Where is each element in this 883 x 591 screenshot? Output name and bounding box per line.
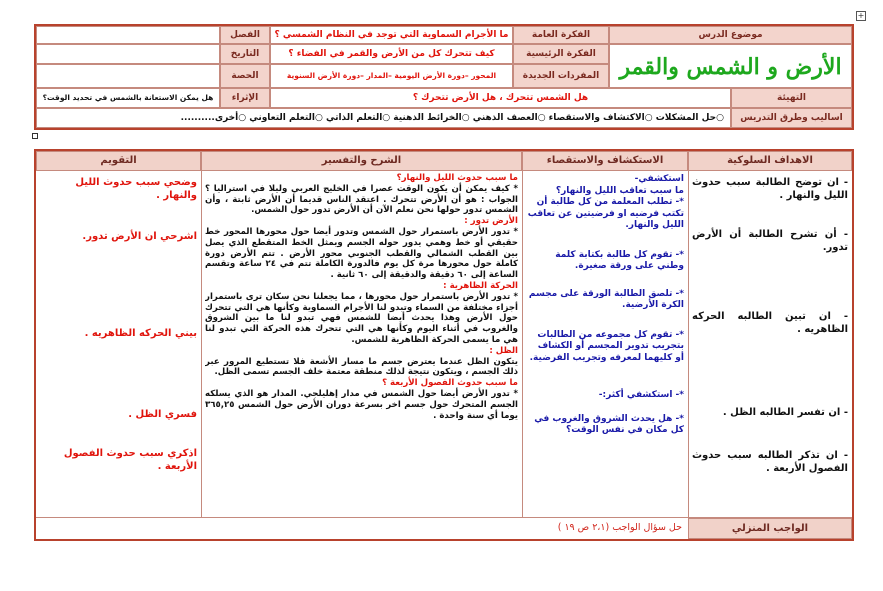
- objective-item: - ان توضح الطالبة سبب حدوث الليل والنهار .: [692, 177, 848, 201]
- exploration-item: استكشفي-: [634, 174, 684, 184]
- exploration-item: *- تقوم كل طالبة بكتابة كلمة وطني على ورقة صغيرة.: [555, 249, 684, 271]
- lesson-topic: الأرض و الشمس والقمر: [609, 44, 852, 88]
- methods: ○حل المشكلات ○الاكتشاف والاستقصاء ○العصف الذهني ○الخرائط الذهنية ○التعلم الذاتي ○التعلم التعاوني ○أخرى..........: [36, 108, 731, 128]
- exploration-item: *- هل يحدث الشروق والغروب في كل مكان في نفس الوقت؟: [534, 413, 684, 435]
- explanation-heading: الحركة الظاهرية :: [443, 280, 518, 291]
- objective-item: - أن تشرح الطالبة أن الأرض تدور.: [692, 229, 848, 253]
- col-divider: [522, 171, 523, 517]
- col-header-assessment: التقويم: [36, 151, 201, 171]
- exploration-item: *- تطلب المعلمة من كل طالبة أن تكتب فرضيه او فرضيتين عن تعاقب الليل والنهار.: [527, 197, 684, 230]
- col-header-objectives: الاهداف السلوكية: [688, 151, 852, 171]
- col-header-exploration: الاستكشاف والاستقصاء: [522, 151, 688, 171]
- exploration-column: [526, 174, 684, 514]
- homework: حل سؤال الواجب (٢،١ ص ١٩ ): [557, 522, 682, 533]
- explanation-paragraph: * تدور الأرض أيضا حول الشمس في مدار إهليلجي. المدار هو الذي يسلكه الجسم المتحرك حول جسم اخر بسرعة دوران الأرض حول الشمس ٣٦٥,٢٥ يوما أي سنة واحدة .: [205, 388, 518, 421]
- explanation-paragraph: يتكون الظل عندما يعترض جسم ما مسار الأشعة فلا تستطيع المرور عبر ذلك الجسم ، ويتكون نتيجة لذلك منطقة معتمة خلف الجسم تسمى الظل.: [205, 356, 518, 378]
- methods-label: اساليب وطرق التدريس: [731, 108, 852, 128]
- explanation-column: [205, 173, 518, 517]
- exploration-item: *- تلصق الطالبة الورقة على مجسم الكرة الأرضية.: [528, 288, 684, 310]
- explanation-paragraph: * كيف يمكن أن يكون الوقت عصرا في الخليج العربي وليلا في استراليا ؟ الجواب : هو أن الأرض تتحرك . اعتقد الناس قديما أن الأرض ثابتة ، وأن الشمس تدور حولها نحن نعلم الآن أن الأرض تدور حول الشمس.: [205, 183, 518, 216]
- col-divider: [688, 171, 689, 517]
- lesson-topic-label: موضوع الدرس: [609, 26, 852, 44]
- main-idea: كيف تتحرك كل من الأرض والقمر في الفضاء ؟: [270, 44, 513, 64]
- assessment-column: [40, 174, 197, 514]
- enrichment: هل يمكن الاستعانة بالشمس في تحديد الوقت؟: [36, 88, 220, 108]
- homework-label: الواجب المنزلي: [688, 518, 852, 539]
- general-idea: ما الأجرام السماوية التي توجد في النظام الشمسي ؟: [270, 26, 513, 44]
- explanation-heading: ما سبب حدوث الليل والنهار؟: [396, 173, 518, 183]
- semester-value[interactable]: [36, 26, 220, 44]
- objective-item: - ان تفسر الطالبه الظل .: [722, 407, 848, 418]
- warmup-label: التهيئة: [731, 88, 852, 108]
- assessment-item: اذكري سبب حدوث الفصول الأربعة .: [63, 448, 197, 472]
- explanation-heading: الأرض تدور :: [464, 216, 518, 227]
- objective-item: - ان تذكر الطالبه سبب حدوث الفصول الأربعة .: [692, 450, 848, 474]
- period-label: الحصة: [220, 64, 270, 88]
- col-divider: [201, 171, 202, 517]
- explanation-paragraph: * تدور الأرض باستمرار حول محورها ، مما يجعلنا نحن سكان ترى باستمرار أجزاء مختلفة من السماء وتبدو لنا الأجرام السماوية وكأنها هي التي تتحرك حول الأرض وهذا يحدث أيضا للشمس فهي تبدو لنا ما بين الشروق والغروب في أثناء اليوم وكأنها هي التي تتحرك هذه الحركة التي تبدو لنا هي ما يسمى الحركة الظاهرية للشمس.: [205, 291, 518, 345]
- explanation-heading: ما سبب حدوث الفصول الأربعة ؟: [382, 378, 518, 389]
- date-value[interactable]: [36, 44, 220, 64]
- table-move-handle[interactable]: +: [857, 11, 865, 20]
- explanation-heading: الظل :: [489, 345, 518, 356]
- semester-label: الفصل: [220, 26, 270, 44]
- exploration-item: ما سبب تعاقب الليل والنهار؟: [555, 185, 684, 196]
- date-label: التاريخ: [220, 44, 270, 64]
- assessment-item: فسري الظل .: [128, 409, 197, 420]
- enrichment-label: الإثراء: [220, 88, 270, 108]
- warmup: هل الشمس تتحرك ، هل الأرض تتحرك ؟: [270, 88, 731, 108]
- period-value[interactable]: [36, 64, 220, 88]
- assessment-item: بيني الحركه الظاهريه .: [84, 328, 197, 339]
- table-resize-handle[interactable]: [32, 133, 38, 139]
- assessment-item: وضحي سبب حدوث الليل والنهار .: [75, 177, 197, 201]
- explanation-paragraph: * تدور الأرض باستمرار حول الشمس وتدور أيضا حول محورها المحور خط حقيقي أو خط وهمي يدور حوله الجسم ويمثل الخط المتقطع الذي يصل بين القطب الشمالي والقطب الجنوبي محور الأرض . تتم الأرض دورة كاملة حول محورها مرة كل يوم فالدورة الكاملة تتم في ٢٤ ساعة وتقسم الساعة إلى ٦٠ دقيقة والدقيقة إلى ٦٠ ثانية .: [205, 226, 518, 281]
- objective-item: - ان تبين الطالبه الحركه الظاهريه .: [692, 311, 848, 335]
- new-vocab: المحور –دورة الأرض اليومية –المدار –دورة الأرض السنوية: [270, 64, 513, 88]
- exploration-item: *- تقوم كل مجموعه من الطالبات بتجريب تدوير المجسم أو الكشاف أو كليهما لمعرفه وتجريب الفرضية.: [529, 329, 684, 363]
- col-header-explanation: الشرح والتفسير: [201, 151, 522, 171]
- assessment-item: اشرحي ان الأرض تدور.: [82, 231, 197, 242]
- objectives-column: [692, 174, 848, 514]
- exploration-item: *- استكشفي أكثر:-: [598, 390, 684, 400]
- general-idea-label: الفكرة العامة: [513, 26, 609, 44]
- main-idea-label: الفكرة الرئيسية: [513, 44, 609, 64]
- new-vocab-label: المفردات الجديدة: [513, 64, 609, 88]
